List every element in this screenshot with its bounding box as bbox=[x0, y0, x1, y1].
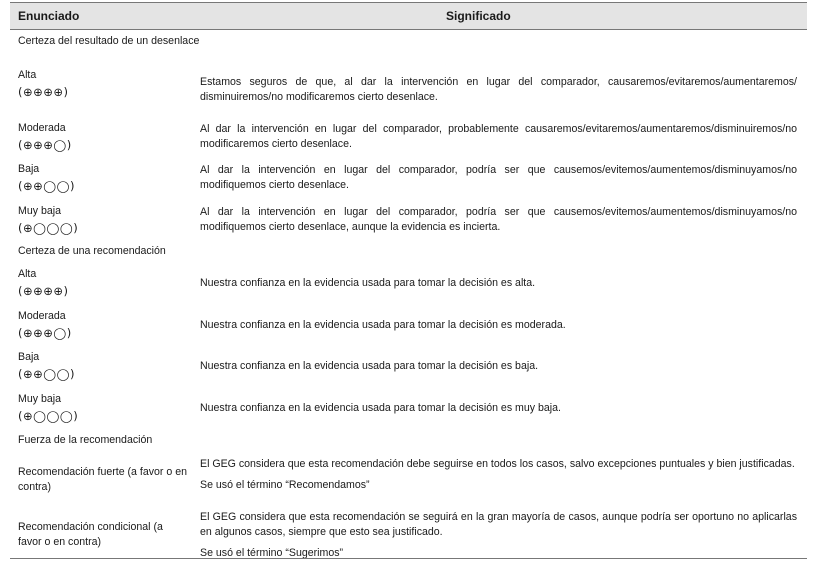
meaning-cell bbox=[200, 75, 797, 105]
term-label: Alta bbox=[18, 69, 37, 81]
meaning-cell bbox=[200, 205, 797, 235]
meaning-text: Nuestra confianza en la evidencia usada para tomar la decisión es moderada. bbox=[200, 319, 566, 331]
meaning-cell bbox=[200, 359, 797, 374]
meaning-cell bbox=[200, 318, 797, 333]
term-label: Moderada bbox=[18, 122, 66, 134]
term-label: Recomendación fuerte (a favor o en contra) bbox=[18, 466, 188, 493]
term-label: Muy baja bbox=[18, 205, 61, 217]
section-title: Certeza de una recomendación bbox=[18, 245, 166, 257]
header-significado: Significado bbox=[446, 9, 511, 23]
meaning-text: Nuestra confianza en la evidencia usada para tomar la decisión es muy baja. bbox=[200, 402, 561, 414]
certainty-symbols: (⊕◯◯◯) bbox=[18, 221, 79, 235]
meaning-note: Se usó el término “Sugerimos” bbox=[200, 547, 344, 559]
certainty-symbols: (⊕⊕◯◯) bbox=[18, 367, 75, 381]
meaning-text: Al dar la intervención en lugar del comparador, probablemente causaremos/evitaremos/aumentaremos/disminuiremos/no modificaremos cierto desenlace. bbox=[200, 123, 797, 150]
section-title: Fuerza de la recomendación bbox=[18, 434, 153, 446]
term-label: Moderada bbox=[18, 310, 66, 322]
meaning-cell bbox=[200, 457, 797, 493]
table-header bbox=[10, 2, 807, 30]
section-title: Certeza del resultado de un desenlace bbox=[18, 35, 200, 47]
meaning-text: Al dar la intervención en lugar del comparador, podría ser que causemos/evitemos/aumentemos/disminuyamos/no modifiquemos cierto desenlace. bbox=[200, 164, 797, 191]
meaning-text: Nuestra confianza en la evidencia usada para tomar la decisión es baja. bbox=[200, 360, 539, 372]
meaning-text: El GEG considera que esta recomendación se seguirá en la gran mayoría de casos, aunque podría ser oportuno no aplicarlas en algunos casos, siempre que esto sea justificado. bbox=[200, 511, 797, 538]
certainty-symbols: (⊕⊕⊕◯) bbox=[18, 138, 72, 152]
table-bottom-rule bbox=[10, 558, 807, 559]
meaning-cell bbox=[200, 122, 797, 152]
meaning-text: Nuestra confianza en la evidencia usada para tomar la decisión es alta. bbox=[200, 277, 536, 289]
meaning-note: Se usó el término “Recomendamos” bbox=[200, 479, 370, 491]
meaning-text: Estamos seguros de que, al dar la intervención en lugar del comparador, causaremos/evitaremos/aumentaremos/ disminuiremos/no modificaremos cierto desenlace. bbox=[200, 76, 797, 103]
meaning-cell bbox=[200, 401, 797, 416]
certainty-symbols: (⊕⊕⊕◯) bbox=[18, 326, 72, 340]
meaning-cell bbox=[200, 510, 797, 561]
header-enunciado: Enunciado bbox=[18, 9, 80, 23]
meaning-cell bbox=[200, 163, 797, 193]
term-label: Baja bbox=[18, 163, 40, 175]
meaning-text: El GEG considera que esta recomendación debe seguirse en todos los casos, salvo excepciones puntuales y bien justificadas. bbox=[200, 458, 795, 470]
certainty-symbols: (⊕⊕◯◯) bbox=[18, 179, 75, 193]
certainty-symbols: (⊕⊕⊕⊕) bbox=[18, 85, 69, 99]
term-label: Recomendación condicional (a favor o en contra) bbox=[18, 521, 163, 548]
term-label: Baja bbox=[18, 351, 40, 363]
meaning-text: Al dar la intervención en lugar del comparador, podría ser que causemos/evitemos/aumentemos/disminuyamos/no modifiquemos cierto desenlace, aunque la evidencia es incierta. bbox=[200, 206, 797, 233]
meaning-cell bbox=[200, 276, 797, 291]
term-label: Muy baja bbox=[18, 393, 61, 405]
certainty-symbols: (⊕◯◯◯) bbox=[18, 409, 79, 423]
term-label: Alta bbox=[18, 268, 37, 280]
certainty-symbols: (⊕⊕⊕⊕) bbox=[18, 284, 69, 298]
